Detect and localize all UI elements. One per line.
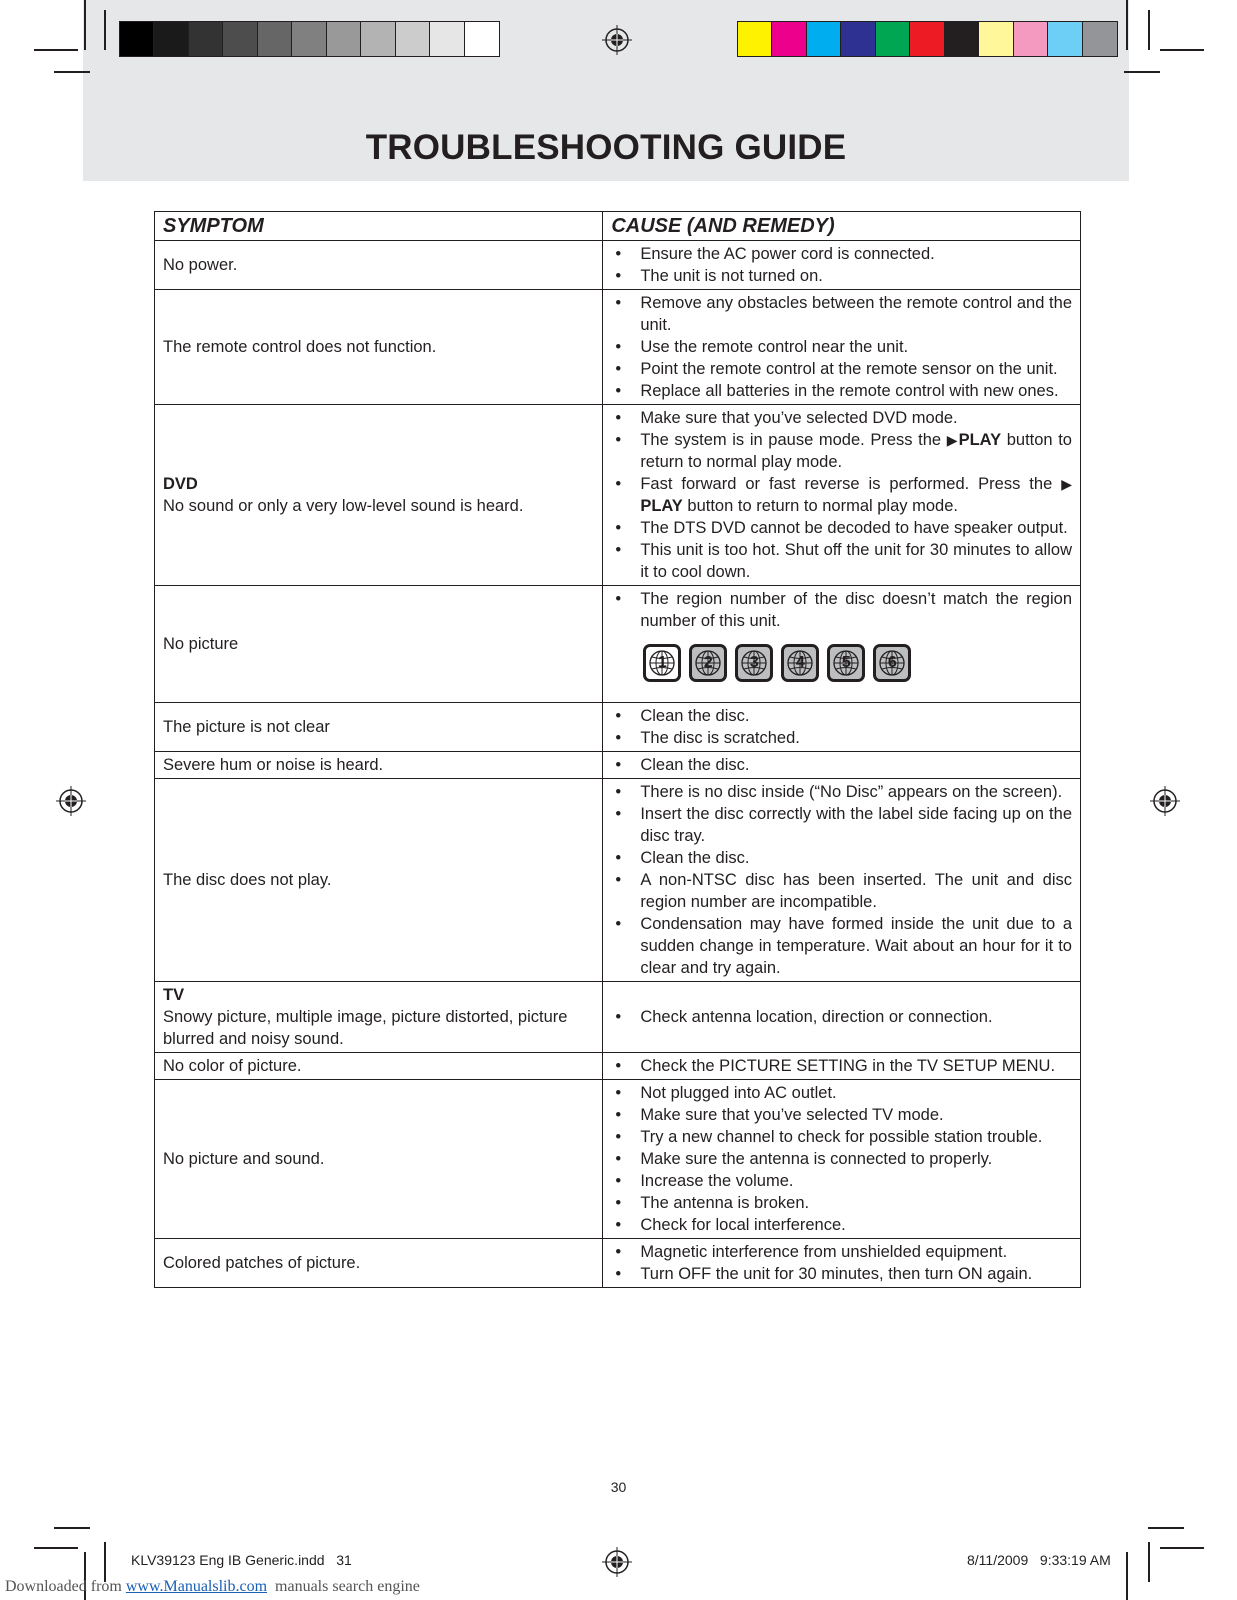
table-row xyxy=(155,703,1081,752)
table-row xyxy=(155,241,1081,290)
color-swatch xyxy=(1083,22,1117,56)
region-number: 1 xyxy=(657,654,667,671)
remedy-cell xyxy=(603,1053,1081,1080)
table-row xyxy=(155,405,1081,586)
region-globe-icon xyxy=(873,644,911,682)
remedy-item: • There is no disc inside (“No Disc” appears on the screen). xyxy=(611,781,1072,803)
symptom-cell: No color of picture. xyxy=(155,1053,603,1080)
remedy-item: • Turn OFF the unit for 30 minutes, then turn ON again. xyxy=(611,1263,1072,1285)
page-number: 30 xyxy=(610,1479,627,1495)
play-label: PLAY xyxy=(640,497,683,515)
crop-mark xyxy=(84,0,86,50)
region-globe-icon xyxy=(781,644,819,682)
color-swatch xyxy=(189,22,223,56)
table-row xyxy=(155,1239,1081,1288)
cause-header: CAUSE (AND REMEDY) xyxy=(603,212,1081,241)
crop-mark xyxy=(54,71,90,73)
region-number: 3 xyxy=(749,654,759,671)
symptom-cell: Colored patches of picture. xyxy=(155,1239,603,1288)
remedy-text: Fast forward or fast reverse is performed. Press the xyxy=(640,475,1062,493)
color-swatch xyxy=(945,22,979,56)
remedy-item: • Point the remote control at the remote sensor on the unit. xyxy=(611,358,1072,380)
remedy-cell xyxy=(603,241,1081,290)
registration-mark-icon xyxy=(1150,786,1180,816)
remedy-item: • Try a new channel to check for possible station trouble. xyxy=(611,1126,1072,1148)
symptom-cell: The remote control does not function. xyxy=(155,290,603,405)
table-row xyxy=(155,779,1081,982)
symptom-header: SYMPTOM xyxy=(155,212,603,241)
remedy-item: • The antenna is broken. xyxy=(611,1192,1072,1214)
color-swatch xyxy=(979,22,1013,56)
remedy-item: • Remove any obstacles between the remote control and the unit. xyxy=(611,292,1072,336)
remedy-item: • The region number of the disc doesn’t match the region number of this unit. xyxy=(611,588,1072,632)
symptom-cell: No picture and sound. xyxy=(155,1080,603,1239)
registration-mark-icon xyxy=(602,25,632,55)
play-label: PLAY xyxy=(958,431,1002,449)
remedy-text: button to return to normal play mode. xyxy=(640,431,1072,471)
crop-mark xyxy=(1160,1547,1204,1549)
symptom-cell: No picture xyxy=(155,586,603,703)
crop-mark xyxy=(34,1547,78,1549)
crop-mark xyxy=(104,1542,106,1582)
remedy-item: • This unit is too hot. Shut off the unit for 30 minutes to allow it to cool down. xyxy=(611,539,1072,583)
table-row xyxy=(155,290,1081,405)
color-swatch xyxy=(1014,22,1048,56)
download-notice xyxy=(5,1578,420,1596)
registration-mark-icon xyxy=(602,1547,632,1577)
color-swatch xyxy=(910,22,944,56)
crop-mark xyxy=(1148,1542,1150,1582)
symptom-text: Snowy picture, multiple image, picture distorted, picture blurred and noisy sound. xyxy=(163,1008,568,1048)
region-number: 5 xyxy=(841,654,851,671)
crop-mark xyxy=(1126,0,1128,50)
remedy-item: • Check antenna location, direction or connection. xyxy=(611,1006,1072,1028)
remedy-item: • Clean the disc. xyxy=(611,754,1072,776)
color-swatch xyxy=(327,22,361,56)
symptom-category: TV xyxy=(163,986,185,1004)
region-globe-icon xyxy=(689,644,727,682)
color-swatch xyxy=(807,22,841,56)
remedy-item xyxy=(611,473,1072,517)
remedy-item: • Condensation may have formed inside the unit due to a sudden change in temperature. Wait about an hour for it to clear and try again. xyxy=(611,913,1072,979)
remedy-cell xyxy=(603,779,1081,982)
symptom-cell: No power. xyxy=(155,241,603,290)
remedy-item: • Ensure the AC power cord is connected. xyxy=(611,243,1072,265)
region-icons xyxy=(643,644,1072,682)
remedy-cell xyxy=(603,982,1081,1053)
remedy-item: • The unit is not turned on. xyxy=(611,265,1072,287)
remedy-item: • Make sure that you’ve selected TV mode. xyxy=(611,1104,1072,1126)
remedy-item: • Make sure the antenna is connected to properly. xyxy=(611,1148,1072,1170)
page-title: TROUBLESHOOTING GUIDE xyxy=(365,128,847,167)
manualslib-link[interactable]: www.Manualslib.com xyxy=(125,1578,268,1595)
region-globe-icon xyxy=(643,644,681,682)
remedy-cell xyxy=(603,752,1081,779)
remedy-cell xyxy=(603,1239,1081,1288)
footer-filename: KLV39123 Eng IB Generic.indd 31 xyxy=(131,1552,352,1568)
color-swatch xyxy=(841,22,875,56)
crop-mark xyxy=(54,1527,90,1529)
table-row xyxy=(155,586,1081,703)
remedy-item: • The disc is scratched. xyxy=(611,727,1072,749)
color-swatch xyxy=(430,22,464,56)
symptom-cell: The disc does not play. xyxy=(155,779,603,982)
table-row xyxy=(155,752,1081,779)
download-suffix: manuals search engine xyxy=(267,1578,420,1595)
remedy-item: • Replace all batteries in the remote control with new ones. xyxy=(611,380,1072,402)
symptom-category: DVD xyxy=(163,475,198,493)
region-globe-icon xyxy=(735,644,773,682)
remedy-item: • Make sure that you’ve selected DVD mode. xyxy=(611,407,1072,429)
registration-mark-icon xyxy=(56,786,86,816)
crop-mark xyxy=(1126,1552,1128,1600)
remedy-item: • Not plugged into AC outlet. xyxy=(611,1082,1072,1104)
crop-mark xyxy=(1160,49,1204,51)
color-swatch xyxy=(772,22,806,56)
remedy-cell xyxy=(603,405,1081,586)
symptom-cell xyxy=(155,982,603,1053)
color-swatch xyxy=(258,22,292,56)
download-prefix: Downloaded from xyxy=(5,1578,126,1595)
crop-mark xyxy=(1124,71,1160,73)
symptom-cell xyxy=(155,405,603,586)
table-row xyxy=(155,1080,1081,1239)
color-bar xyxy=(737,21,1118,57)
play-triangle-icon: ▶ xyxy=(946,432,959,448)
remedy-item: • Insert the disc correctly with the label side facing up on the disc tray. xyxy=(611,803,1072,847)
troubleshooting-table xyxy=(154,211,1081,1288)
remedy-item: • A non-NTSC disc has been inserted. The unit and disc region number are incompatible. xyxy=(611,869,1072,913)
region-globe-icon xyxy=(827,644,865,682)
region-number: 2 xyxy=(703,654,713,671)
color-swatch xyxy=(1048,22,1082,56)
remedy-item: • Check for local interference. xyxy=(611,1214,1072,1236)
color-swatch xyxy=(361,22,395,56)
table-row xyxy=(155,1053,1081,1080)
remedy-cell xyxy=(603,586,1081,703)
table-row xyxy=(155,982,1081,1053)
color-swatch xyxy=(120,22,154,56)
remedy-text: button to return to normal play mode. xyxy=(682,497,958,515)
region-number: 6 xyxy=(887,654,897,671)
remedy-cell xyxy=(603,290,1081,405)
remedy-cell xyxy=(603,1080,1081,1239)
remedy-item: • Clean the disc. xyxy=(611,847,1072,869)
play-triangle-icon: ▶ xyxy=(1061,476,1072,492)
remedy-item: • The DTS DVD cannot be decoded to have speaker output. xyxy=(611,517,1072,539)
remedy-item: • Use the remote control near the unit. xyxy=(611,336,1072,358)
crop-mark xyxy=(1148,10,1150,50)
symptom-cell: The picture is not clear xyxy=(155,703,603,752)
crop-mark xyxy=(1148,1527,1184,1529)
crop-mark xyxy=(34,49,78,51)
remedy-item: • Increase the volume. xyxy=(611,1170,1072,1192)
region-number: 4 xyxy=(795,654,805,671)
color-swatch xyxy=(292,22,326,56)
grayscale-bar xyxy=(119,21,500,57)
remedy-item: • Check the PICTURE SETTING in the TV SETUP MENU. xyxy=(611,1055,1072,1077)
table-header-row xyxy=(155,212,1081,241)
footer-timestamp: 8/11/2009 9:33:19 AM xyxy=(967,1552,1111,1568)
remedy-cell xyxy=(603,703,1081,752)
remedy-text: The system is in pause mode. Press the xyxy=(640,431,947,449)
color-swatch xyxy=(465,22,499,56)
remedy-item: • Clean the disc. xyxy=(611,705,1072,727)
crop-mark xyxy=(104,10,106,50)
color-swatch xyxy=(396,22,430,56)
color-swatch xyxy=(876,22,910,56)
remedy-item: • Magnetic interference from unshielded equipment. xyxy=(611,1241,1072,1263)
symptom-text: No sound or only a very low-level sound is heard. xyxy=(163,497,524,515)
color-swatch xyxy=(154,22,188,56)
color-swatch xyxy=(738,22,772,56)
remedy-item xyxy=(611,429,1072,473)
color-swatch xyxy=(223,22,257,56)
symptom-cell: Severe hum or noise is heard. xyxy=(155,752,603,779)
